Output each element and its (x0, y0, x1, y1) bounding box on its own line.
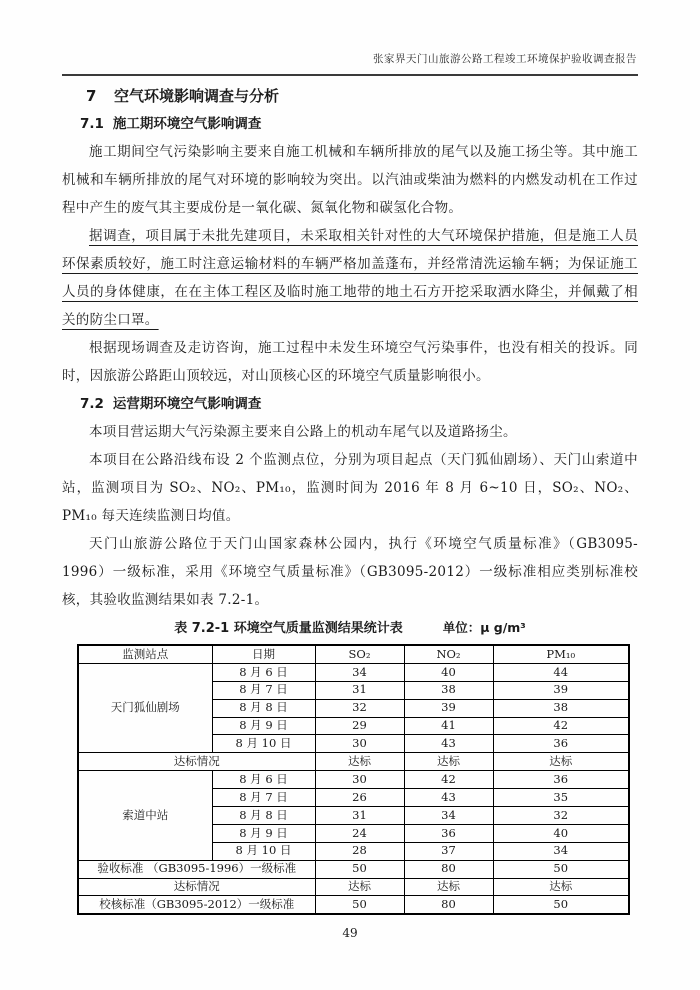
paragraph-site-survey: 根据现场调查及走访咨询，施工过程中未发生环境空气污染事件，也没有相关的投诉。同时，因旅游公路距山顶较远，对山顶核心区的环境空气质量影响很小。 (62, 340, 638, 384)
table-cell: 24 (315, 824, 404, 842)
table-cell: 8 月 9 日 (212, 824, 315, 842)
table-cell: 36 (493, 771, 629, 789)
section-7-1-title: 施工期环境空气影响调查 (112, 116, 262, 132)
table-cell: 8 月 7 日 (212, 789, 315, 807)
table-cell: 36 (404, 824, 493, 842)
table-cell: 41 (404, 717, 493, 735)
col-header-no2: NO₂ (404, 645, 493, 663)
check-standard-row (78, 896, 629, 914)
compliance-label-cell: 达标情况 (78, 753, 315, 771)
table-cell: 40 (493, 824, 629, 842)
table-cell: 达标 (404, 878, 493, 896)
table-cell: 8 月 7 日 (212, 681, 315, 699)
table-cell: 42 (493, 717, 629, 735)
paragraph-operation-source: 本项目营运期大气污染源主要来自公路上的机动车尾气以及道路扬尘。 (89, 424, 517, 440)
table-cell: 38 (404, 681, 493, 699)
paragraph-monitoring-points: 本项目在公路沿线布设 2 个监测点位，分别为项目起点（天门狐仙剧场）、天门山索道中站，监测项目为 SO₂、NO₂、PM₁₀，监测时间为 2016 年 8 月 6~10 日，SO₂、NO₂、PM₁₀ 每天连续监测日均值。 (62, 452, 638, 524)
table-cell: 39 (493, 681, 629, 699)
running-header: 张家界天门山旅游公路工程竣工环境保护验收调查报告 (373, 53, 637, 65)
table-cell: 40 (404, 663, 493, 681)
table-cell: 达标 (493, 878, 629, 896)
overall-compliance-row (78, 878, 629, 896)
table-cell: 达标 (315, 878, 404, 896)
table-cell: 39 (404, 699, 493, 717)
table-row (78, 771, 629, 789)
col-header-date: 日期 (212, 645, 315, 663)
table-cell: 50 (493, 896, 629, 914)
table-cell: 8 月 9 日 (212, 717, 315, 735)
table-cell: 8 月 6 日 (212, 771, 315, 789)
check-standard-label-cell: 校核标准（GB3095-2012）一级标准 (78, 896, 315, 914)
station2-name-cell: 索道中站 (78, 771, 212, 860)
section-7-2-heading (62, 390, 638, 418)
chapter-number: 7 (86, 87, 97, 105)
air-quality-table (77, 644, 630, 915)
section-7-1-heading (62, 110, 638, 138)
table-cell: 29 (315, 717, 404, 735)
section-7-2-title: 运营期环境空气影响调查 (112, 396, 262, 412)
table-cell: 35 (493, 789, 629, 807)
acceptance-standard-row (78, 860, 629, 878)
table-cell: 8 月 10 日 (212, 842, 315, 860)
table-cell: 43 (404, 735, 493, 753)
acceptance-standard-label-cell: 验收标准 （GB3095-1996）一级标准 (78, 860, 315, 878)
table-cell: 32 (315, 699, 404, 717)
table-unit-label: 单位：μ g/m³ (442, 620, 526, 635)
table-cell: 8 月 10 日 (212, 735, 315, 753)
table-cell: 50 (493, 860, 629, 878)
table-cell: 31 (315, 807, 404, 825)
table-cell: 80 (404, 860, 493, 878)
table-caption: 表 7.2-1 环境空气质量监测结果统计表 (174, 621, 403, 636)
table-cell: 50 (315, 896, 404, 914)
station1-compliance-row (78, 753, 629, 771)
table-cell: 38 (493, 699, 629, 717)
table-cell: 34 (493, 842, 629, 860)
table-cell: 30 (315, 771, 404, 789)
compliance-label-cell: 达标情况 (78, 878, 315, 896)
header-rule (62, 74, 638, 76)
table-cell: 30 (315, 735, 404, 753)
table-cell: 80 (404, 896, 493, 914)
page-number: 49 (342, 926, 358, 940)
table-cell: 42 (404, 771, 493, 789)
table-row (78, 663, 629, 681)
table-cell: 28 (315, 842, 404, 860)
table-cell: 8 月 8 日 (212, 699, 315, 717)
table-cell: 26 (315, 789, 404, 807)
table-cell: 达标 (315, 753, 404, 771)
table-cell: 50 (315, 860, 404, 878)
table-cell: 8 月 8 日 (212, 807, 315, 825)
station1-name-cell: 天门狐仙剧场 (78, 663, 212, 752)
table-cell: 43 (404, 789, 493, 807)
col-header-station: 监测站点 (78, 645, 212, 663)
table-cell: 31 (315, 681, 404, 699)
table-cell: 34 (404, 807, 493, 825)
col-header-pm10: PM₁₀ (493, 645, 629, 663)
paragraph-construction-overview: 施工期间空气污染影响主要来自施工机械和车辆所排放的尾气以及施工扬尘等。其中施工机械和车辆所排放的尾气对环境的影响较为突出。以汽油或柴油为燃料的内燃发动机在工作过程中产生的废气其主要成份是一氧化碳、氮氧化物和碳氢化合物。 (62, 144, 638, 216)
table-cell: 32 (493, 807, 629, 825)
table-cell: 达标 (404, 753, 493, 771)
table-cell: 达标 (493, 753, 629, 771)
section-7-1-number: 7.1 (80, 116, 104, 132)
page-content (62, 82, 638, 915)
table-caption-row (62, 616, 638, 640)
table-cell: 36 (493, 735, 629, 753)
chapter-title: 空气环境影响调查与分析 (114, 87, 280, 105)
paragraph-standards: 天门山旅游公路位于天门山国家森林公园内，执行《环境空气质量标准》（GB3095-1996）一级标准，采用《环境空气质量标准》（GB3095-2012）一级标准相应类别标准校核，其验收监测结果如表 7.2-1。 (62, 536, 638, 608)
col-header-so2: SO₂ (315, 645, 404, 663)
table-cell: 44 (493, 663, 629, 681)
chapter-heading (62, 82, 638, 110)
table-cell: 8 月 6 日 (212, 663, 315, 681)
table-cell: 37 (404, 842, 493, 860)
table-cell: 34 (315, 663, 404, 681)
section-7-2-number: 7.2 (80, 396, 104, 412)
paragraph-survey-underlined: 据调查，项目属于未批先建项目，未采取相关针对性的大气环境保护措施，但是施工人员环保素质较好，施工时注意运输材料的车辆严格加盖蓬布，并经常清洗运输车辆；为保证施工人员的身体健康，在在主体工程区及临时施工地带的地土石方开挖采取洒水降尘，并佩戴了相关的防尘口罩。 (62, 228, 638, 328)
table-header-row (78, 645, 629, 663)
